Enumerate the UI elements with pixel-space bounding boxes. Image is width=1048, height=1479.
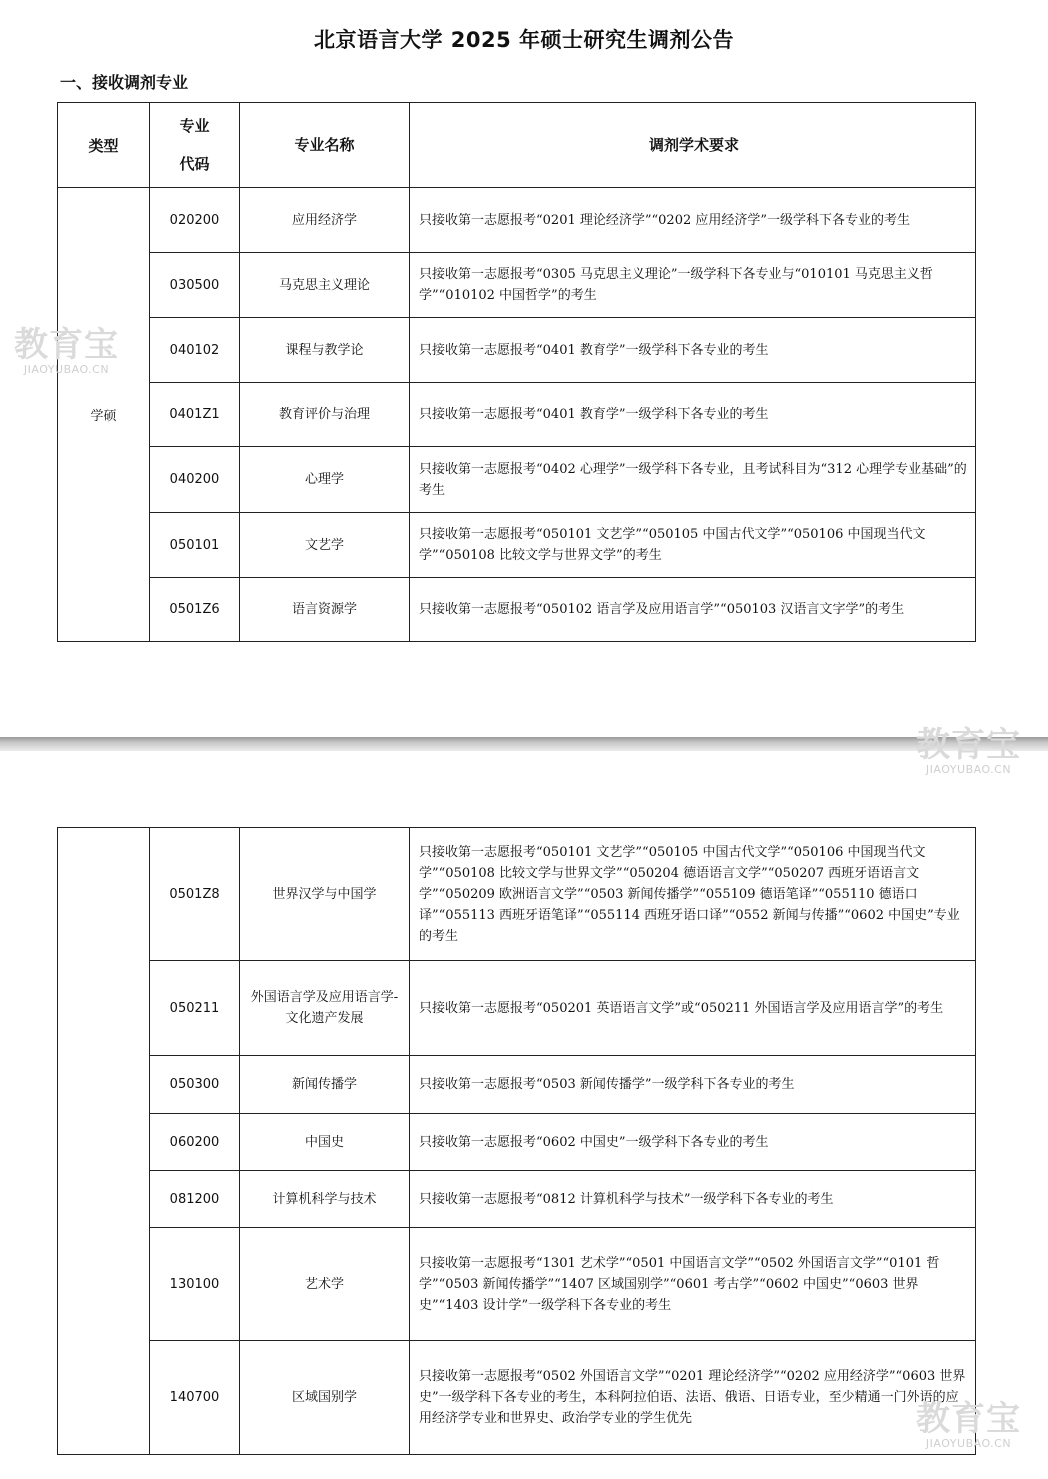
requirement-cell: 只接收第一志愿报考“0503 新闻传播学”一级学科下各专业的考生 — [410, 1056, 976, 1114]
code-cell: 030500 — [150, 253, 240, 318]
watermark-logo — [916, 1399, 1021, 1450]
requirement-cell: 只接收第一志愿报考“0401 教育学”一级学科下各专业的考生 — [410, 383, 976, 447]
watermark-logo — [14, 325, 119, 376]
header-code-line2: 代码 — [179, 155, 210, 173]
watermark-url: JIAOYUBAO.CN — [23, 363, 110, 376]
code-cell: 130100 — [150, 1228, 240, 1341]
name-cell: 马克思主义理论 — [240, 253, 410, 318]
table-row — [58, 447, 976, 513]
page-separator — [0, 737, 1048, 751]
code-cell: 0401Z1 — [150, 383, 240, 447]
code-cell: 060200 — [150, 1114, 240, 1171]
watermark-url: JIAOYUBAO.CN — [925, 1437, 1012, 1450]
table-row — [58, 1228, 976, 1341]
table-row — [58, 1341, 976, 1455]
header-name: 专业名称 — [240, 103, 410, 188]
requirement-cell: 只接收第一志愿报考“050201 英语语言文学”或“050211 外国语言学及应用语言学”的考生 — [410, 961, 976, 1056]
requirement-cell: 只接收第一志愿报考“050102 语言学及应用语言学”“050103 汉语言文字学”的考生 — [410, 578, 976, 642]
watermark-url: JIAOYUBAO.CN — [925, 763, 1012, 776]
table-row — [58, 1056, 976, 1114]
code-cell: 050211 — [150, 961, 240, 1056]
requirement-cell: 只接收第一志愿报考“0812 计算机科学与技术”一级学科下各专业的考生 — [410, 1171, 976, 1228]
table-row — [58, 253, 976, 318]
name-cell: 区域国别学 — [240, 1341, 410, 1455]
table-row — [58, 513, 976, 578]
requirement-cell: 只接收第一志愿报考“0602 中国史”一级学科下各专业的考生 — [410, 1114, 976, 1171]
table-row — [58, 1171, 976, 1228]
header-code — [150, 103, 240, 188]
requirement-cell: 只接收第一志愿报考“0502 外国语言文学”“0201 理论经济学”“0202 应用经济学”“0603 世界史”一级学科下各专业的考生，本科阿拉伯语、法语、俄语、日语专业，至少精通一门外语的应用经济学专业和世界史、政治学专业的学生优先 — [410, 1341, 976, 1455]
section-heading: 一、接收调剂专业 — [60, 73, 189, 92]
type-cell: 学硕 — [58, 188, 150, 642]
page-title: 北京语言大学 2025 年硕士研究生调剂公告 — [313, 28, 735, 52]
name-cell: 艺术学 — [240, 1228, 410, 1341]
name-cell: 计算机科学与技术 — [240, 1171, 410, 1228]
header-type: 类型 — [58, 103, 150, 188]
table-row — [58, 188, 976, 253]
name-cell: 文艺学 — [240, 513, 410, 578]
watermark-text: 教育宝 — [14, 325, 119, 365]
table-row — [58, 828, 976, 961]
code-cell: 040200 — [150, 447, 240, 513]
code-cell: 081200 — [150, 1171, 240, 1228]
table-row — [58, 1114, 976, 1171]
name-cell: 中国史 — [240, 1114, 410, 1171]
name-cell: 应用经济学 — [240, 188, 410, 253]
type-cell-continued — [58, 828, 150, 1455]
code-cell: 050101 — [150, 513, 240, 578]
watermark-logo — [916, 725, 1021, 776]
table-row — [58, 578, 976, 642]
name-cell: 心理学 — [240, 447, 410, 513]
majors-table-page2 — [57, 827, 976, 1455]
name-cell: 课程与教学论 — [240, 318, 410, 383]
majors-table-page1 — [57, 102, 976, 642]
table-header-row — [58, 103, 976, 188]
requirement-cell: 只接收第一志愿报考“0201 理论经济学”“0202 应用经济学”一级学科下各专业的考生 — [410, 188, 976, 253]
requirement-cell: 只接收第一志愿报考“050101 文艺学”“050105 中国古代文学”“050106 中国现当代文学”“050108 比较文学与世界文学”的考生 — [410, 513, 976, 578]
name-cell: 新闻传播学 — [240, 1056, 410, 1114]
code-cell: 0501Z8 — [150, 828, 240, 961]
name-cell: 世界汉学与中国学 — [240, 828, 410, 961]
requirement-cell: 只接收第一志愿报考“0305 马克思主义理论”一级学科下各专业与“010101 马克思主义哲学”“010102 中国哲学”的考生 — [410, 253, 976, 318]
name-cell: 外国语言学及应用语言学-文化遗产发展 — [240, 961, 410, 1056]
table-row — [58, 318, 976, 383]
table-row — [58, 383, 976, 447]
requirement-cell: 只接收第一志愿报考“1301 艺术学”“0501 中国语言文学”“0502 外国语言文学”“0101 哲学”“0503 新闻传播学”“1407 区域国别学”“0601 考古学”“0602 中国史”“0603 世界史”“1403 设计学”一级学科下各专业的考生 — [410, 1228, 976, 1341]
watermark-text: 教育宝 — [916, 1399, 1021, 1439]
header-code-line1: 专业 — [179, 117, 210, 135]
code-cell: 040102 — [150, 318, 240, 383]
name-cell: 语言资源学 — [240, 578, 410, 642]
code-cell: 050300 — [150, 1056, 240, 1114]
header-requirement: 调剂学术要求 — [410, 103, 976, 188]
code-cell: 020200 — [150, 188, 240, 253]
watermark-text: 教育宝 — [916, 725, 1021, 765]
requirement-cell: 只接收第一志愿报考“0401 教育学”一级学科下各专业的考生 — [410, 318, 976, 383]
requirement-cell: 只接收第一志愿报考“0402 心理学”一级学科下各专业，且考试科目为“312 心理学专业基础”的考生 — [410, 447, 976, 513]
table-row — [58, 961, 976, 1056]
requirement-cell: 只接收第一志愿报考“050101 文艺学”“050105 中国古代文学”“050106 中国现当代文学”“050108 比较文学与世界文学”“050204 德语语言文学”“050207 西班牙语语言文学”“050209 欧洲语言文学”“0503 新闻传播学”“055109 德语笔译”“055110 德语口译”“055113 西班牙语笔译”“055114 西班牙语口译”“0552 新闻与传播”“0602 中国史”专业的考生 — [410, 828, 976, 961]
name-cell: 教育评价与治理 — [240, 383, 410, 447]
code-cell: 140700 — [150, 1341, 240, 1455]
code-cell: 0501Z6 — [150, 578, 240, 642]
